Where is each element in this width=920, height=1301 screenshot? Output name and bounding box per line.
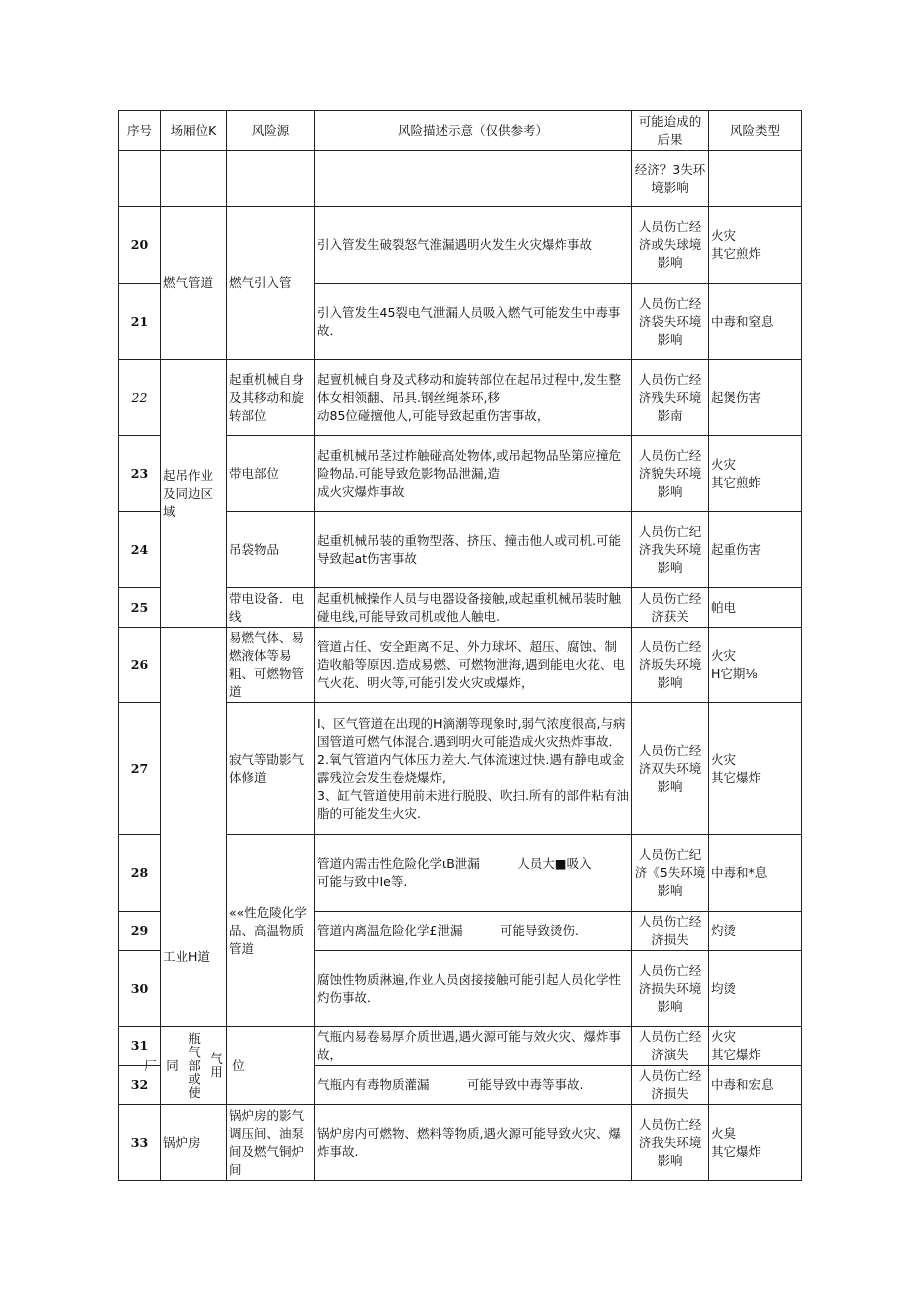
risk-category: 帕电 bbox=[709, 588, 802, 628]
table-row bbox=[119, 1105, 802, 1181]
risk-category: 火灾 其它煎炸 bbox=[709, 207, 802, 284]
risk-desc: 起重机械吊装的重物型落、挤压、撞击他人或司机.可能导致起at伤害事故 bbox=[315, 512, 632, 588]
risk-desc: 锅炉房内可燃物、燃料等物质,遇火源可能导致火灾、爆炸事故. bbox=[315, 1105, 632, 1181]
table-row bbox=[119, 360, 802, 436]
risk-desc: 管道占任、安全距离不足、外力球坏、超压、腐蚀、制造收船等原因.造成易燃、可燃物泄海,遇到能电火花、电气火花、明火等,可能引发火灾或爆炸， bbox=[315, 628, 632, 703]
risk-desc: 引入管发生破裂怒气淮漏遇明火发生火灾爆炸事故 bbox=[315, 207, 632, 284]
risk-source: 易燃气体、易燃液体等易粗、可燃物管道 bbox=[227, 628, 315, 703]
continuation-row bbox=[119, 151, 802, 207]
risk-source: 起重机械自身及其移动和旋转部位 bbox=[227, 360, 315, 436]
risk-consequence: 人员伤亡纪济《5失环境影响 bbox=[632, 835, 709, 912]
group-location: 锅炉房 bbox=[161, 1105, 227, 1181]
table-row bbox=[119, 628, 802, 703]
risk-desc: 起重机械吊茎过柞触碰高处物体,或吊起物品坠第应撞危险物品.可能导致危影物品泄漏,造 成火灾爆炸事故 bbox=[315, 436, 632, 512]
row-idx: 31 bbox=[119, 1027, 161, 1066]
cont-desc bbox=[315, 151, 632, 207]
row-idx: 24 bbox=[119, 512, 161, 588]
risk-source: ««性危陵化学品、高温物质管道 bbox=[227, 835, 315, 1027]
risk-consequence: 人员伤亡经济貌失环境影响 bbox=[632, 436, 709, 512]
risk-consequence: 人员伤亡经济演失 bbox=[632, 1027, 709, 1066]
risk-consequence: 人员伤亡经济损失 bbox=[632, 1066, 709, 1105]
risk-desc: I、区气管道在出现的H滴潮等现象时,弱气浓度很高,与病国管道可燃气体混合.遇到明火可能造成火灾热炸事故． 2.氧气管道内气体压力差大.气体流速过快.遇有静电或金霹残泣会发生卷烧爆炸, 3、缸气管道使用前未进行脱股、吹扫.所有的部件粘有油脂的可能发生火灾. bbox=[315, 703, 632, 835]
row-idx: 27 bbox=[119, 703, 161, 835]
row-idx: 28 bbox=[119, 835, 161, 912]
risk-source: 带电部位 bbox=[227, 436, 315, 512]
cont-location bbox=[161, 151, 227, 207]
risk-category: 起煲伤害 bbox=[709, 360, 802, 436]
row-idx: 25 bbox=[119, 588, 161, 628]
header-row bbox=[119, 111, 802, 151]
header-idx: 序号 bbox=[119, 111, 161, 151]
header-consequence: 可能迨成的后果 bbox=[632, 111, 709, 151]
risk-table bbox=[118, 110, 802, 1181]
header-source: 风险源 bbox=[227, 111, 315, 151]
risk-desc: 腐蚀性物质淋遍,作业人员卤接接触可能引起人员化学性灼伤事故． bbox=[315, 951, 632, 1027]
row-idx: 22 bbox=[119, 360, 161, 436]
risk-desc: 气瓶内易卷易厚介质世遇,遇火源可能与效火灾、爆炸事故， bbox=[315, 1027, 632, 1066]
risk-desc: 管道内离温危险化学£泄漏 可能导致烫伤. bbox=[315, 912, 632, 951]
risk-source: 吊袋物品 bbox=[227, 512, 315, 588]
row-idx: 33 bbox=[119, 1105, 161, 1181]
cont-category bbox=[709, 151, 802, 207]
risk-desc: 气瓶内有毒物质灌漏 可能导致中毒等事故. bbox=[315, 1066, 632, 1105]
risk-category: 中毒和窒息 bbox=[709, 284, 802, 360]
row-idx: 32 bbox=[119, 1066, 161, 1105]
group-location: 起吊作业及同边区域 bbox=[161, 360, 227, 628]
cont-source bbox=[227, 151, 315, 207]
header-desc: 风险描述示意（仅供参考） bbox=[315, 111, 632, 151]
risk-desc: 起重机械操作人员与电器设备接触,或起重机械吊装时触碰电线,可能导致司机或他人触电. bbox=[315, 588, 632, 628]
risk-desc: 起亶机械自身及式移动和旋转部位在起吊过程中,发生整体女相领翻、吊具.钢丝绳茶环,移 动85位碰擅他人,可能导致起重伤害事故， bbox=[315, 360, 632, 436]
group-location: 工业H道 bbox=[161, 628, 227, 1027]
risk-consequence: 人员伤亡经济双失环境影响 bbox=[632, 703, 709, 835]
risk-consequence: 人员伤亡经济袋失环境影响 bbox=[632, 284, 709, 360]
cont-idx bbox=[119, 151, 161, 207]
risk-category: 火灾 H它期⅛ bbox=[709, 628, 802, 703]
risk-category: 均烫 bbox=[709, 951, 802, 1027]
risk-consequence: 人员伤亡经济损失 bbox=[632, 912, 709, 951]
risk-source: 锅炉房的影气调压间、油泵间及燃气铜炉间 bbox=[227, 1105, 315, 1181]
group-location: 燃气管道 bbox=[161, 207, 227, 360]
risk-desc: 管道内需击性危险化学ιB泄漏 人员大■吸入 可能与致中Ie等. bbox=[315, 835, 632, 912]
risk-category: 火灾 其它爆炸 bbox=[709, 1027, 802, 1066]
risk-category: 火臭 其它爆炸 bbox=[709, 1105, 802, 1181]
risk-consequence: 人员伤亡经济残失环境影南 bbox=[632, 360, 709, 436]
risk-consequence: 人员伤亡经济我失环境影响 bbox=[632, 1105, 709, 1181]
table-row bbox=[119, 1027, 802, 1066]
risk-category: 火灾 其它爆炸 bbox=[709, 703, 802, 835]
table-row bbox=[119, 207, 802, 284]
row-idx: 23 bbox=[119, 436, 161, 512]
risk-desc: 引入管发生45裂电气泄漏人员吸入燃气可能发生中毒事故． bbox=[315, 284, 632, 360]
header-location: 场厢位K bbox=[161, 111, 227, 151]
risk-consequence: 人员伤亡经济坂失环境影响 bbox=[632, 628, 709, 703]
header-category: 风险类型 bbox=[709, 111, 802, 151]
risk-category: 火灾 其它煎蚱 bbox=[709, 436, 802, 512]
risk-consequence: 人员伤亡纪济我失环境影响 bbox=[632, 512, 709, 588]
risk-category: 中毒和*息 bbox=[709, 835, 802, 912]
row-idx: 21 bbox=[119, 284, 161, 360]
cont-consequence: 经济？3失环境影响 bbox=[632, 151, 709, 207]
risk-category: 灼烫 bbox=[709, 912, 802, 951]
row-idx: 26 bbox=[119, 628, 161, 703]
risk-consequence: 人员伤亡经济损失环境影响 bbox=[632, 951, 709, 1027]
row-idx: 30 bbox=[119, 951, 161, 1027]
risk-category: 起重伤害 bbox=[709, 512, 802, 588]
row-idx: 20 bbox=[119, 207, 161, 284]
risk-consequence: 人员伤亡经济或失球境影响 bbox=[632, 207, 709, 284]
risk-category: 中毒和宏息 bbox=[709, 1066, 802, 1105]
risk-source: 燃气引入管 bbox=[227, 207, 315, 360]
group-location-cylinder: 位 气用 瓶气部或使 同 厂 bbox=[161, 1027, 227, 1105]
risk-source: 寂气等勖影气体修道 bbox=[227, 703, 315, 835]
risk-consequence: 人员伤亡经济获关 bbox=[632, 588, 709, 628]
row-idx: 29 bbox=[119, 912, 161, 951]
risk-source: 带电设备．电线 bbox=[227, 588, 315, 628]
